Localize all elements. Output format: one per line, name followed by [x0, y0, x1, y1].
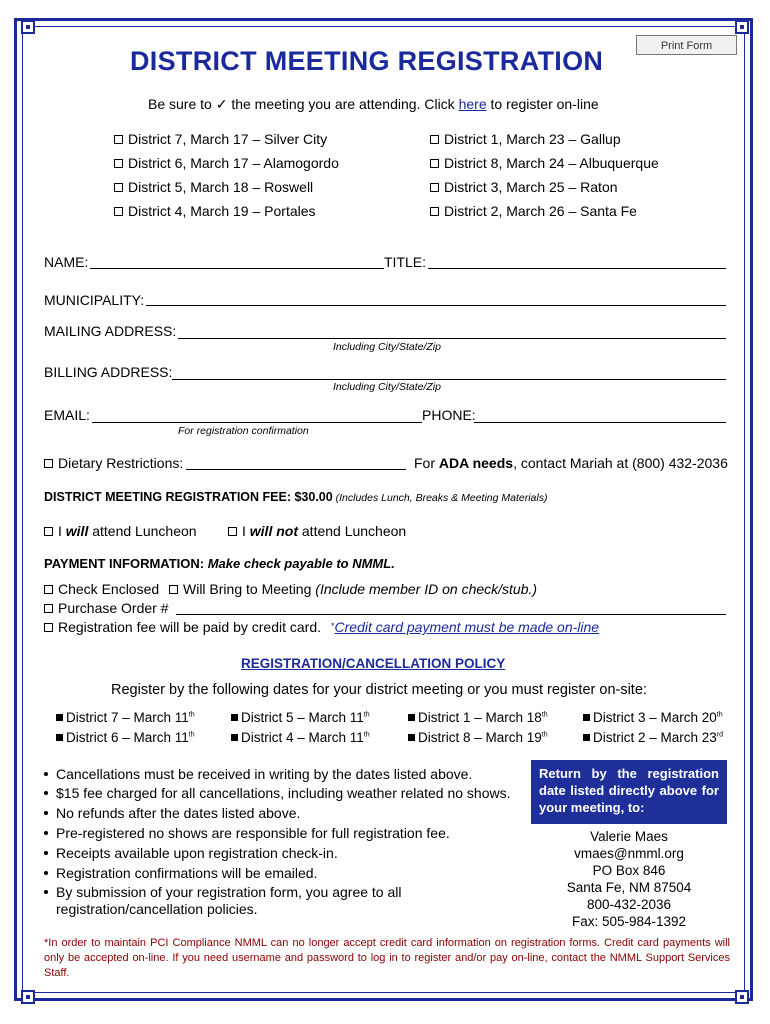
deadline-text: District 1 – March 18 [418, 710, 542, 725]
policy-heading: REGISTRATION/CANCELLATION POLICY [241, 656, 506, 671]
return-instructions-box: Return by the registration date listed directly above for your meeting, to: [531, 760, 727, 824]
meeting-option[interactable] [430, 203, 637, 219]
deadline-sup: th [541, 731, 548, 739]
deadline-item [408, 710, 548, 725]
bullet-icon [44, 791, 48, 795]
policy-bullet-text: Pre-registered no shows are responsible for full registration fee. [56, 825, 450, 841]
purchase-order-label: Purchase Order # [58, 600, 169, 616]
checkbox[interactable] [430, 159, 439, 168]
deadline-item [56, 730, 195, 745]
intro-text [148, 96, 599, 113]
deadline-sup: th [188, 711, 195, 719]
contact-name: Valerie Maes [590, 829, 668, 844]
fee-line [44, 490, 547, 504]
square-bullet-icon [56, 734, 63, 741]
return-address [531, 828, 727, 930]
page-title: DISTRICT MEETING REGISTRATION [130, 46, 604, 76]
deadline-sup: th [188, 731, 195, 739]
policy-bullet [44, 805, 300, 821]
meeting-option[interactable] [430, 179, 618, 195]
fee-note: (Includes Lunch, Breaks & Meeting Materials) [332, 492, 548, 504]
policy-bullet-text: No refunds after the dates listed above. [56, 805, 301, 821]
square-bullet-icon [231, 734, 238, 741]
luncheon-will-post: attend Luncheon [88, 523, 197, 539]
checkbox[interactable] [430, 183, 439, 192]
bullet-icon [44, 851, 48, 855]
municipality-field[interactable] [146, 305, 726, 306]
checkbox[interactable] [44, 527, 53, 536]
deadline-item [583, 730, 723, 745]
checkbox[interactable] [228, 527, 237, 536]
billing-field[interactable] [172, 379, 726, 380]
deadline-text: District 2 – March 23 [593, 730, 717, 745]
bullet-icon [44, 890, 48, 894]
name-field[interactable] [90, 268, 384, 269]
deadline-text: District 3 – March 20 [593, 710, 717, 725]
ada-prefix: For [414, 455, 439, 471]
square-bullet-icon [56, 714, 63, 721]
meeting-label: District 4, March 19 – Portales [128, 203, 316, 219]
deadline-text: District 5 – March 11 [241, 710, 364, 725]
bullet-icon [44, 811, 48, 815]
checkbox[interactable] [114, 183, 123, 192]
checkbox[interactable] [44, 623, 53, 632]
ada-bold: ADA needs [438, 455, 514, 471]
title-label: TITLE: [384, 254, 427, 270]
policy-bullet-continuation: registration/cancellation policies. [56, 901, 258, 917]
intro-before: Be sure to ✓ the meeting you are attending. Click [148, 96, 459, 112]
email-note: For registration confirmation [178, 425, 309, 437]
mailing-note: Including City/State/Zip [333, 341, 441, 353]
deadline-item [231, 730, 370, 745]
policy-intro: Register by the following dates for your district meeting or you must register on-site: [111, 682, 647, 698]
checkbox[interactable] [44, 585, 53, 594]
luncheon-willnot-option[interactable] [228, 523, 406, 539]
corner-ornament [21, 20, 35, 34]
purchase-order-field[interactable] [176, 614, 726, 615]
checkbox[interactable] [169, 585, 178, 594]
contact-phone: 800-432-2036 [586, 897, 672, 912]
meeting-label: District 5, March 18 – Roswell [128, 179, 314, 195]
meeting-option[interactable] [430, 131, 621, 147]
meeting-label: District 8, March 24 – Albuquerque [444, 155, 659, 171]
print-form-button[interactable]: Print Form [636, 35, 737, 55]
municipality-label: MUNICIPALITY: [44, 292, 145, 308]
deadline-text: District 7 – March 11 [66, 710, 189, 725]
policy-bullet-text: Cancellations must be received in writing by the dates listed above. [56, 766, 473, 782]
contact-email: vmaes@nmml.org [574, 846, 684, 861]
corner-ornament [735, 20, 749, 34]
payment-heading [44, 556, 395, 571]
deadline-text: District 8 – March 19 [418, 730, 542, 745]
bullet-icon [44, 831, 48, 835]
dietary-label: Dietary Restrictions: [58, 455, 184, 471]
bring-label: Will Bring to Meeting [183, 581, 316, 597]
policy-bullet-text: Registration confirmations will be emailed. [56, 865, 318, 881]
phone-label: PHONE: [422, 407, 476, 423]
intro-after: to register on-line [486, 96, 599, 112]
square-bullet-icon [408, 734, 415, 741]
billing-label: BILLING ADDRESS: [44, 364, 173, 380]
payment-heading-em: Make check payable to NMML. [207, 556, 395, 571]
deadline-item [56, 710, 195, 725]
meeting-label: District 7, March 17 – Silver City [128, 131, 328, 147]
title-field[interactable] [428, 268, 726, 269]
bring-note: (Include member ID on check/stub.) [315, 581, 538, 597]
policy-bullet-text: Receipts available upon registration check-in. [56, 845, 338, 861]
deadline-item [408, 730, 548, 745]
deadline-sup: th [363, 711, 370, 719]
meeting-label: District 3, March 25 – Raton [444, 179, 618, 195]
policy-bullet [44, 865, 317, 881]
credit-star: * [331, 621, 335, 631]
luncheon-willnot-em: will not [249, 523, 298, 539]
bullet-icon [44, 871, 48, 875]
deadline-text: District 4 – March 11 [241, 730, 364, 745]
deadline-sup: th [541, 711, 548, 719]
payment-heading-label: PAYMENT INFORMATION: [44, 556, 208, 571]
square-bullet-icon [583, 734, 590, 741]
meeting-option[interactable] [114, 131, 327, 147]
checkbox[interactable] [114, 207, 123, 216]
deadline-sup: rd [716, 731, 724, 739]
square-bullet-icon [408, 714, 415, 721]
deadline-sup: th [363, 731, 370, 739]
name-label: NAME: [44, 254, 89, 270]
checkbox[interactable] [430, 207, 439, 216]
bring-to-meeting-option[interactable] [169, 581, 537, 597]
fee-label: DISTRICT MEETING REGISTRATION FEE: $30.00 [44, 490, 333, 504]
contact-fax: Fax: 505-984-1392 [571, 914, 687, 929]
policy-bullet [44, 884, 402, 900]
deadline-item [231, 710, 370, 725]
ada-suffix: , contact Mariah at (800) 432-2036 [513, 455, 728, 471]
billing-note: Including City/State/Zip [333, 381, 441, 393]
dietary-option[interactable] [44, 455, 183, 471]
policy-bullet-text: $15 fee charged for all cancellations, including weather related no shows. [56, 785, 511, 801]
bullet-icon [44, 772, 48, 776]
square-bullet-icon [583, 714, 590, 721]
policy-bullet [44, 825, 450, 841]
meeting-option[interactable] [430, 155, 659, 171]
mailing-field[interactable] [178, 338, 726, 339]
purchase-order-option[interactable] [44, 600, 169, 616]
check-enclosed-option[interactable] [44, 581, 159, 597]
credit-label: Registration fee will be paid by credit card. [58, 619, 322, 635]
policy-bullet [44, 785, 511, 801]
contact-po-box: PO Box 846 [592, 863, 666, 878]
meeting-label: District 1, March 23 – Gallup [444, 131, 621, 147]
credit-link-wrap [331, 619, 599, 635]
deadline-text: District 6 – March 11 [66, 730, 189, 745]
check-enclosed-label: Check Enclosed [58, 581, 160, 597]
luncheon-will-option[interactable] [44, 523, 197, 539]
checkbox[interactable] [114, 159, 123, 168]
mailing-label: MAILING ADDRESS: [44, 323, 177, 339]
credit-card-option[interactable] [44, 619, 321, 635]
meeting-option[interactable] [114, 203, 316, 219]
policy-bullet-text: By submission of your registration form, you agree to all [56, 884, 402, 900]
checkbox[interactable] [430, 135, 439, 144]
corner-ornament [21, 990, 35, 1004]
luncheon-will-em: will [65, 523, 89, 539]
luncheon-willnot-pre: I [242, 523, 250, 539]
luncheon-will-pre: I [58, 523, 66, 539]
deadline-sup: th [716, 711, 723, 719]
contact-city: Santa Fe, NM 87504 [566, 880, 692, 895]
checkbox[interactable] [44, 459, 53, 468]
phone-field[interactable] [474, 422, 726, 423]
meeting-label: District 6, March 17 – Alamogordo [128, 155, 339, 171]
meeting-option[interactable] [114, 155, 339, 171]
luncheon-willnot-post: attend Luncheon [298, 523, 407, 539]
meeting-label: District 2, March 26 – Santa Fe [444, 203, 637, 219]
checkbox[interactable] [114, 135, 123, 144]
policy-bullet [44, 845, 338, 861]
register-online-link[interactable]: here [458, 96, 487, 112]
meeting-option[interactable] [114, 179, 313, 195]
email-label: EMAIL: [44, 407, 90, 423]
email-field[interactable] [92, 422, 422, 423]
deadline-item [583, 710, 723, 725]
square-bullet-icon [231, 714, 238, 721]
corner-ornament [735, 990, 749, 1004]
policy-bullet [44, 766, 472, 782]
pci-footnote: *In order to maintain PCI Compliance NMML can no longer accept credit card information on registration forms. Credit card payments will only be accepted on-line. If you need username and password to log in to register and/or pay on-line, contact the NMML Support Services Staff. [44, 937, 730, 979]
dietary-field[interactable] [186, 469, 406, 470]
ada-text [414, 455, 728, 471]
checkbox[interactable] [44, 604, 53, 613]
credit-card-online-link[interactable]: Credit card payment must be made on-line [334, 619, 600, 635]
